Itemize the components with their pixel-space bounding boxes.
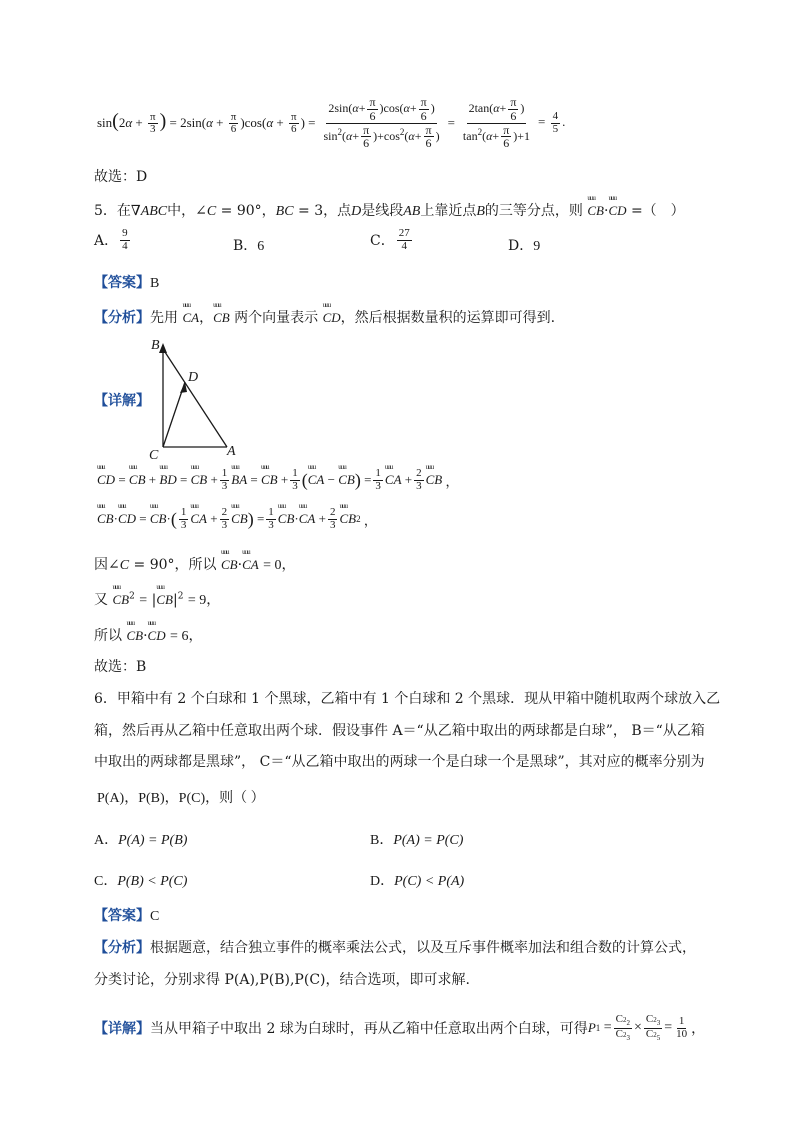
q6-answer: 【答案】C (94, 908, 160, 924)
q5-option-d[interactable]: D．9 (508, 238, 541, 254)
q5-detail-line5: 所以 uuu CB·uuu CD = 6， (94, 625, 202, 645)
label-b: B (151, 338, 160, 353)
formula-lhs: sin(2α + $\frac{\pi}{3}$ ) = 2sin(α + $\frac{\pi}{6}$ )cos(α + $\frac{\pi}{6}$ ) = (97, 109, 316, 136)
q5-detail-line3: 因∠C = 90°，所以 uuu CB·uuu CA = 0， (94, 554, 296, 574)
q6-stem-line4: P(A)，P(B)，P(C)，则（ ） (97, 791, 265, 806)
q5-detail-tag: 【详解】 (94, 393, 150, 409)
q6-option-b[interactable]: B．P(A) = P(C) (370, 833, 464, 848)
q5-detail-line2: uuu CB · uuu CD = uuu CB · ( $\frac{1}{3}$ uuu CA + $\frac{2}{3}$ uuu CB ) = $\frac{1}{3}$ uuu CB · uuu CA + $\frac{2}{3}$ uuu CB 2 ， (97, 507, 377, 531)
q5-detail-line4: 又 uuu $CB^2 = |uuu$ $CB|^2 = 9$， (94, 589, 220, 609)
q5-analysis: 【分析】先用 uuu CA，uuu CB 两个向量表示 uuu CD，然后根据数量积的运算即可得到. (94, 307, 555, 327)
q6-detail-line: 【详解】 当从甲箱子中取出 2 球为白球时，再从乙箱中任意取出两个白球，可得 P 1 = $\frac{C2_2}{C2_3}$ × $\frac{C2_3}{C2_5}$ = $\frac{1}{10}$ ， (94, 1013, 706, 1042)
formula-frac1: 2sin(α+ $\frac{\pi}{6}$ )cos(α+ $\frac{\pi}{6}$ ) $\sin^2(\alpha+$ $\frac{\pi}{6}$ )$+\cos^2(\alpha+$ $\frac{\pi}{6}$ ) (323, 95, 440, 151)
triangle-figure (145, 335, 245, 463)
q5-option-b[interactable]: B．6 (233, 238, 265, 254)
q6-option-c[interactable]: C．P(B) < P(C) (94, 874, 188, 889)
q5-option-a[interactable]: A． $\frac{9}{4}$ (94, 227, 128, 252)
formula-frac2: 2tan(α+ $\frac{\pi}{6}$ ) $\tan^2(\alpha+$ $\frac{\pi}{6}$ )+1 (462, 95, 531, 151)
top-formula: sin(2α + $\frac{\pi}{3}$ ) = 2sin(α + $\frac{\pi}{6}$ )cos(α + $\frac{\pi}{6}$ ) = 2sin(α+ $\frac{\pi}{6}$ )cos(α+ $\frac{\pi}{6}$ ) $\sin^2(\alpha+$ $\frac{\pi}{6}$ )$+\cos^2(\alpha+$ $\frac{\pi}{6}$ ) = 2tan(α+ $\frac{\pi}{6}$ ) $\tan^2(\alpha+$ $\frac{\pi}{6}$ )+1 = $\frac{4}{5}$ . (97, 95, 566, 151)
q6-analysis-line2: 分类讨论，分别求得 P(A),P(B),P(C)，结合选项，即可求解. (94, 972, 470, 988)
label-d: D (188, 370, 199, 385)
arrowhead-cb (159, 343, 167, 353)
q6-stem-line3: 中取出的两球都是黑球”， C＝“从乙箱中取出的两球一个是白球一个是黑球”，其对应的概率分别为 (94, 754, 705, 770)
label-a: A (227, 444, 236, 459)
q6-option-d[interactable]: D．P(C) < P(A) (370, 874, 465, 889)
label-c: C (149, 448, 159, 463)
q6-analysis-line1: 【分析】根据题意，结合独立事件的概率乘法公式，以及互斥事件概率加法和组合数的计算公式， (94, 940, 696, 956)
q5-stem: 5．在∇ABC中，∠C = 90°，BC = 3，点D是线段AB上靠近点B的三等分点，则 uuu CB·uuu CD =（ ） (94, 200, 685, 220)
q5-detail-line1: uuu CD = uuu CB + uuu BD = uuu CB + $\frac{1}{3}$ uuu BA = uuu CB + $\frac{1}{3}$ ( uuu CA − uuu CB ) = $\frac{1}{3}$ uuu CA + $\frac{2}{3}$ uuu CB ， (97, 468, 459, 492)
q5-choice: 故选：B (94, 659, 147, 675)
q4-choice: 故选：D (94, 169, 148, 185)
segment-ab (163, 349, 227, 447)
q5-answer: 【答案】B (94, 275, 160, 291)
q5-option-c[interactable]: C． $\frac{27}{4}$ (370, 227, 410, 252)
q6-stem-line1: 6．甲箱中有 2 个白球和 1 个黑球，乙箱中有 1 个白球和 2 个黑球．现从甲箱中随机取两个球放入乙 (94, 691, 721, 707)
q6-option-a[interactable]: A．P(A) = P(B) (94, 833, 188, 848)
q6-stem-line2: 箱，然后再从乙箱中任意取出两个球．假设事件 A＝“从乙箱中取出的两球都是白球”， B＝“从乙箱 (94, 723, 705, 739)
